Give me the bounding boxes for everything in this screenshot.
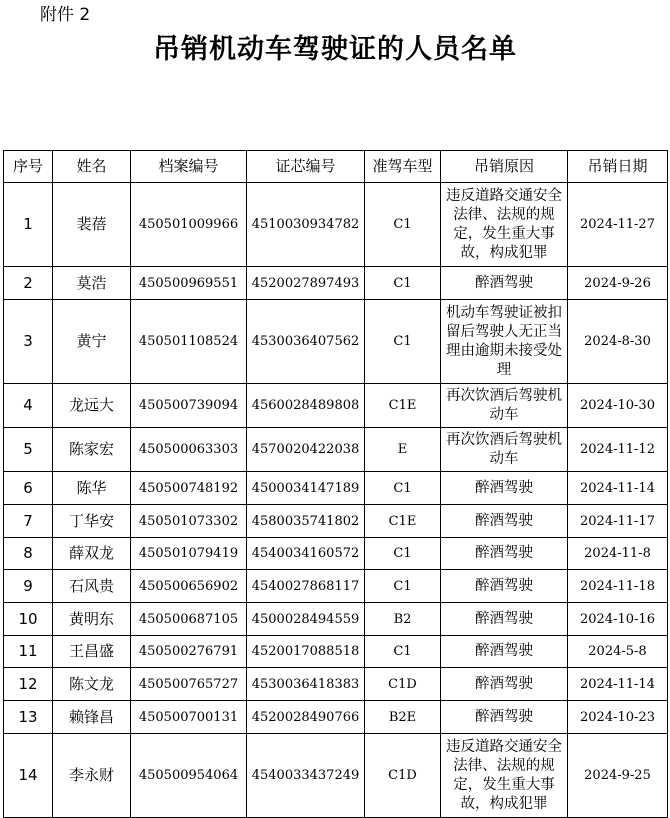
file-number-cell: 450501079419 [131, 538, 247, 570]
revocation-reason-cell: 再次饮酒后驾驶机动车 [441, 428, 568, 472]
file-number-cell: 450500765727 [131, 668, 247, 701]
revocation-reason-cell: 再次饮酒后驾驶机动车 [441, 384, 568, 428]
chip-number-cell: 4540027868117 [247, 570, 365, 603]
revocation-reason-cell: 醉酒驾驶 [441, 603, 568, 636]
col-header-chip-number: 证芯编号 [247, 151, 365, 183]
col-header-file-number: 档案编号 [131, 151, 247, 183]
chip-number-cell: 4530036418383 [247, 668, 365, 701]
table-row [4, 472, 668, 505]
vehicle-class-cell: C1 [365, 570, 441, 603]
row-index-cell: 12 [4, 668, 53, 701]
revocation-reason-cell: 醉酒驾驶 [441, 267, 568, 300]
file-number-cell: 450500748192 [131, 472, 247, 505]
chip-number-cell: 4580035741802 [247, 505, 365, 538]
revocation-date-cell: 2024-11-12 [568, 428, 668, 472]
revocation-reason-cell: 违反道路交通安全法律、法规的规定，发生重大事故，构成犯罪 [441, 734, 568, 818]
table-row [4, 384, 668, 428]
revocation-date-cell: 2024-11-14 [568, 668, 668, 701]
chip-number-cell: 4520028490766 [247, 701, 365, 734]
revocation-reason-cell: 机动车驾驶证被扣留后驾驶人无正当理由逾期未接受处理 [441, 300, 568, 384]
row-index-cell: 1 [4, 183, 53, 267]
chip-number-cell: 4520027897493 [247, 267, 365, 300]
person-name-cell: 薛双龙 [53, 538, 131, 570]
file-number-cell: 450500276791 [131, 636, 247, 668]
revocation-reason-cell: 醉酒驾驶 [441, 570, 568, 603]
vehicle-class-cell: C1E [365, 384, 441, 428]
table-row [4, 300, 668, 384]
table-row [4, 505, 668, 538]
person-name-cell: 王昌盛 [53, 636, 131, 668]
table-row [4, 267, 668, 300]
table-row [4, 734, 668, 818]
revocation-date-cell: 2024-9-25 [568, 734, 668, 818]
file-number-cell: 450501073302 [131, 505, 247, 538]
col-header-vehicle-class: 准驾车型 [365, 151, 441, 183]
file-number-cell: 450500954064 [131, 734, 247, 818]
file-number-cell: 450500739094 [131, 384, 247, 428]
table-row [4, 183, 668, 267]
file-number-cell: 450500969551 [131, 267, 247, 300]
vehicle-class-cell: C1D [365, 734, 441, 818]
header-row [4, 151, 668, 183]
vehicle-class-cell: B2E [365, 701, 441, 734]
vehicle-class-cell: C1 [365, 267, 441, 300]
row-index-cell: 5 [4, 428, 53, 472]
person-name-cell: 龙远大 [53, 384, 131, 428]
revocation-reason-cell: 醉酒驾驶 [441, 668, 568, 701]
person-name-cell: 莫浩 [53, 267, 131, 300]
person-name-cell: 丁华安 [53, 505, 131, 538]
revocation-date-cell: 2024-8-30 [568, 300, 668, 384]
row-index-cell: 13 [4, 701, 53, 734]
row-index-cell: 6 [4, 472, 53, 505]
vehicle-class-cell: C1 [365, 300, 441, 384]
revocation-date-cell: 2024-11-27 [568, 183, 668, 267]
row-index-cell: 11 [4, 636, 53, 668]
person-name-cell: 黄明东 [53, 603, 131, 636]
revocation-reason-cell: 违反道路交通安全法律、法规的规定，发生重大事故，构成犯罪 [441, 183, 568, 267]
revocation-date-cell: 2024-5-8 [568, 636, 668, 668]
table-row [4, 538, 668, 570]
table-row [4, 668, 668, 701]
revocation-reason-cell: 醉酒驾驶 [441, 505, 568, 538]
person-name-cell: 黄宁 [53, 300, 131, 384]
chip-number-cell: 4570020422038 [247, 428, 365, 472]
file-number-cell: 450501108524 [131, 300, 247, 384]
chip-number-cell: 4530036407562 [247, 300, 365, 384]
row-index-cell: 3 [4, 300, 53, 384]
file-number-cell: 450500687105 [131, 603, 247, 636]
person-name-cell: 陈文龙 [53, 668, 131, 701]
row-index-cell: 14 [4, 734, 53, 818]
person-name-cell: 石风贵 [53, 570, 131, 603]
vehicle-class-cell: C1D [365, 668, 441, 701]
vehicle-class-cell: C1 [365, 472, 441, 505]
revocation-date-cell: 2024-10-16 [568, 603, 668, 636]
vehicle-class-cell: C1 [365, 183, 441, 267]
table-row [4, 701, 668, 734]
table-row [4, 428, 668, 472]
revocation-date-cell: 2024-11-8 [568, 538, 668, 570]
person-name-cell: 陈华 [53, 472, 131, 505]
table-row [4, 570, 668, 603]
revocation-reason-cell: 醉酒驾驶 [441, 472, 568, 505]
vehicle-class-cell: C1 [365, 538, 441, 570]
revocation-table [3, 150, 668, 818]
row-index-cell: 9 [4, 570, 53, 603]
col-header-reason: 吊销原因 [441, 151, 568, 183]
revocation-reason-cell: 醉酒驾驶 [441, 538, 568, 570]
chip-number-cell: 4510030934782 [247, 183, 365, 267]
person-name-cell: 赖锋昌 [53, 701, 131, 734]
vehicle-class-cell: B2 [365, 603, 441, 636]
file-number-cell: 450500063303 [131, 428, 247, 472]
document-title: 吊销机动车驾驶证的人员名单 [153, 34, 517, 65]
revocation-date-cell: 2024-10-30 [568, 384, 668, 428]
vehicle-class-cell: C1E [365, 505, 441, 538]
chip-number-cell: 4540033437249 [247, 734, 365, 818]
person-name-cell: 裴蓓 [53, 183, 131, 267]
revocation-date-cell: 2024-11-17 [568, 505, 668, 538]
row-index-cell: 10 [4, 603, 53, 636]
person-name-cell: 李永财 [53, 734, 131, 818]
chip-number-cell: 4560028489808 [247, 384, 365, 428]
file-number-cell: 450500656902 [131, 570, 247, 603]
chip-number-cell: 4500034147189 [247, 472, 365, 505]
table-row [4, 603, 668, 636]
file-number-cell: 450500700131 [131, 701, 247, 734]
revocation-reason-cell: 醉酒驾驶 [441, 701, 568, 734]
chip-number-cell: 4540034160572 [247, 538, 365, 570]
revocation-date-cell: 2024-9-26 [568, 267, 668, 300]
row-index-cell: 2 [4, 267, 53, 300]
chip-number-cell: 4500028494559 [247, 603, 365, 636]
row-index-cell: 4 [4, 384, 53, 428]
row-index-cell: 8 [4, 538, 53, 570]
revocation-date-cell: 2024-11-18 [568, 570, 668, 603]
col-header-index: 序号 [4, 151, 53, 183]
table-row [4, 636, 668, 668]
revocation-date-cell: 2024-11-14 [568, 472, 668, 505]
file-number-cell: 450501009966 [131, 183, 247, 267]
vehicle-class-cell: C1 [365, 636, 441, 668]
row-index-cell: 7 [4, 505, 53, 538]
attachment-label: 附件 2 [40, 5, 91, 25]
chip-number-cell: 4520017088518 [247, 636, 365, 668]
col-header-name: 姓名 [53, 151, 131, 183]
revocation-reason-cell: 醉酒驾驶 [441, 636, 568, 668]
col-header-date: 吊销日期 [568, 151, 668, 183]
person-name-cell: 陈家宏 [53, 428, 131, 472]
revocation-date-cell: 2024-10-23 [568, 701, 668, 734]
vehicle-class-cell: E [365, 428, 441, 472]
